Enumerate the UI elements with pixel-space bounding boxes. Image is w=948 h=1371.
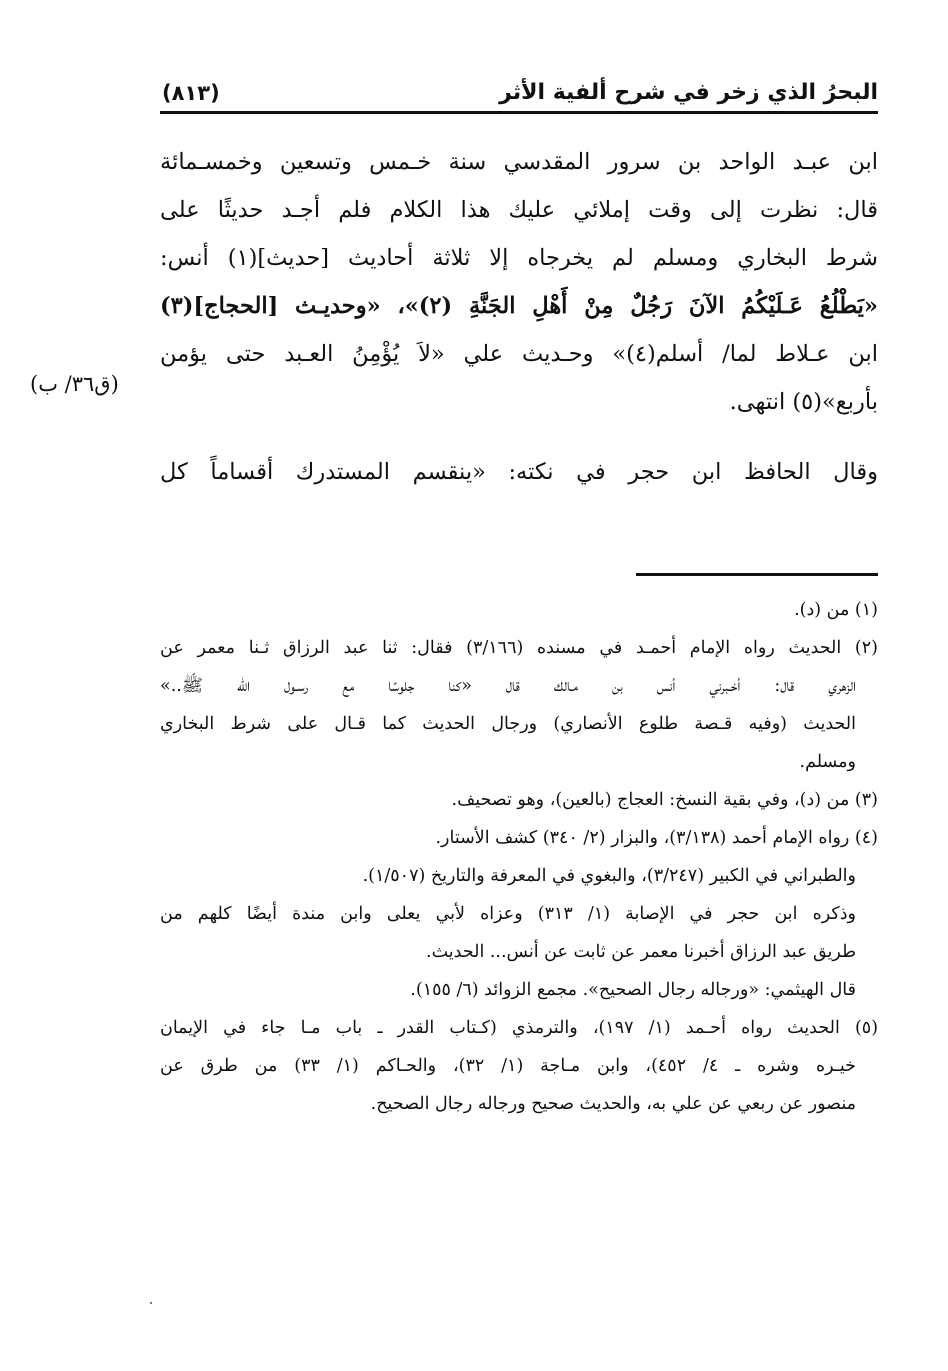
footnote [160, 1009, 878, 1123]
page-number: (٨١٣) [162, 81, 220, 105]
footnote-line: منصور عن ربعي عن علي به، والحديث صحيح ورجاله رجال الصحيح. [370, 1094, 856, 1114]
footnote-line: وذكره ابن حجر في الإصابة (١/ ٣١٣) وعزاه لأبي يعلى وابن مندة أيضًا كلهم من [160, 904, 856, 924]
main-text [160, 138, 878, 496]
text-line: بأربع»(٥) انتهى. [729, 389, 878, 415]
text-line: ابن عـلاط لما/ أسلم(٤)» وحـديث علي «لاَ يُؤْمِنُ العـبد حتى يؤمن [160, 341, 878, 367]
footnote [160, 781, 878, 819]
text-line: ابن عبـد الواحد بن سرور المقدسي سنة خـمس وتسعين وخمسـمائة [160, 149, 878, 175]
footnotes [160, 591, 878, 1123]
book-title: البحرُ الذي زخر في شرح ألفية الأثر [499, 80, 878, 105]
text-line: وقال الحافظ ابن حجر في نكته: «ينقسم المستدرك أقساماً كل [160, 459, 878, 485]
footnote [160, 629, 878, 781]
paragraph-gap [160, 426, 878, 448]
footnote-line: قال الهيثمي: «ورجاله رجال الصحيح». مجمع الزوائد (٦/ ١٥٥). [410, 980, 856, 1000]
footnote-line: ومسلم. [799, 752, 856, 772]
footnote-line: الحديث (وفيه قـصة طلوع الأنصاري) ورجال الحديث كما قـال على شرط البخاري [160, 714, 856, 734]
text-line: شرط البخاري ومسلم لم يخرجاه إلا ثلاثة أحاديث [حديث](١) أنس: [160, 245, 878, 271]
scan-speck [150, 1302, 152, 1304]
footnote-separator [636, 573, 878, 576]
footnote-line: (٤) رواه الإمام أحمد (٣/١٣٨)، والبزار (٢/ ٣٤٠) كشف الأستار. [435, 828, 878, 848]
margin-folio-note: (ق٣٦/ ب) [30, 372, 119, 396]
footnote-line: (١) من (د). [794, 600, 878, 620]
running-header [160, 70, 878, 114]
paragraph [160, 448, 878, 496]
footnote [160, 819, 878, 1009]
text-line: قال: نظرت إلى وقت إملائي عليك هذا الكلام فلم أجـد حديثًا على [160, 197, 878, 223]
footnote-line: والطبراني في الكبير (٣/٢٤٧)، والبغوي في المعرفة والتاريخ (١/٥٠٧). [362, 866, 856, 886]
footnote-line: الزهري قال: أخـبرني أنس بن مـالك قال «كنا جلوسًا مع رسـول الله ﷺ..» [160, 676, 856, 696]
header-rule [160, 111, 878, 114]
footnote-line: (٢) الحديث رواه الإمام أحمـد في مسنده (٣/١٦٦) فقال: ثنا عبد الرزاق ثـنا معمر عن [160, 638, 878, 658]
footnote [160, 591, 878, 629]
footnote-line: (٣) من (د)، وفي بقية النسخ: العجاج (بالعين)، وهو تصحيف. [451, 790, 878, 810]
text-line: «يَطْلُعُ عَـلَيْكُمُ الآنَ رَجُلٌ مِنْ أَهْلِ الجَنَّةِ (٢)»، «وحديـث [الحجاج](٣) [160, 293, 878, 319]
footnote-line: (٥) الحديث رواه أحـمد (١/ ١٩٧)، والترمذي (كـتاب القدر ـ باب مـا جاء في الإيمان [160, 1018, 878, 1038]
footnote-line: خيـره وشره ـ ٤/ ٤٥٢)، وابن مـاجة (١/ ٣٢)، والحـاكم (١/ ٣٣) من طرق عن [160, 1056, 856, 1076]
footnote-line: طريق عبد الرزاق أخبرنا معمر عن ثابت عن أنس... الحديث. [426, 942, 856, 962]
paragraph [160, 138, 878, 426]
